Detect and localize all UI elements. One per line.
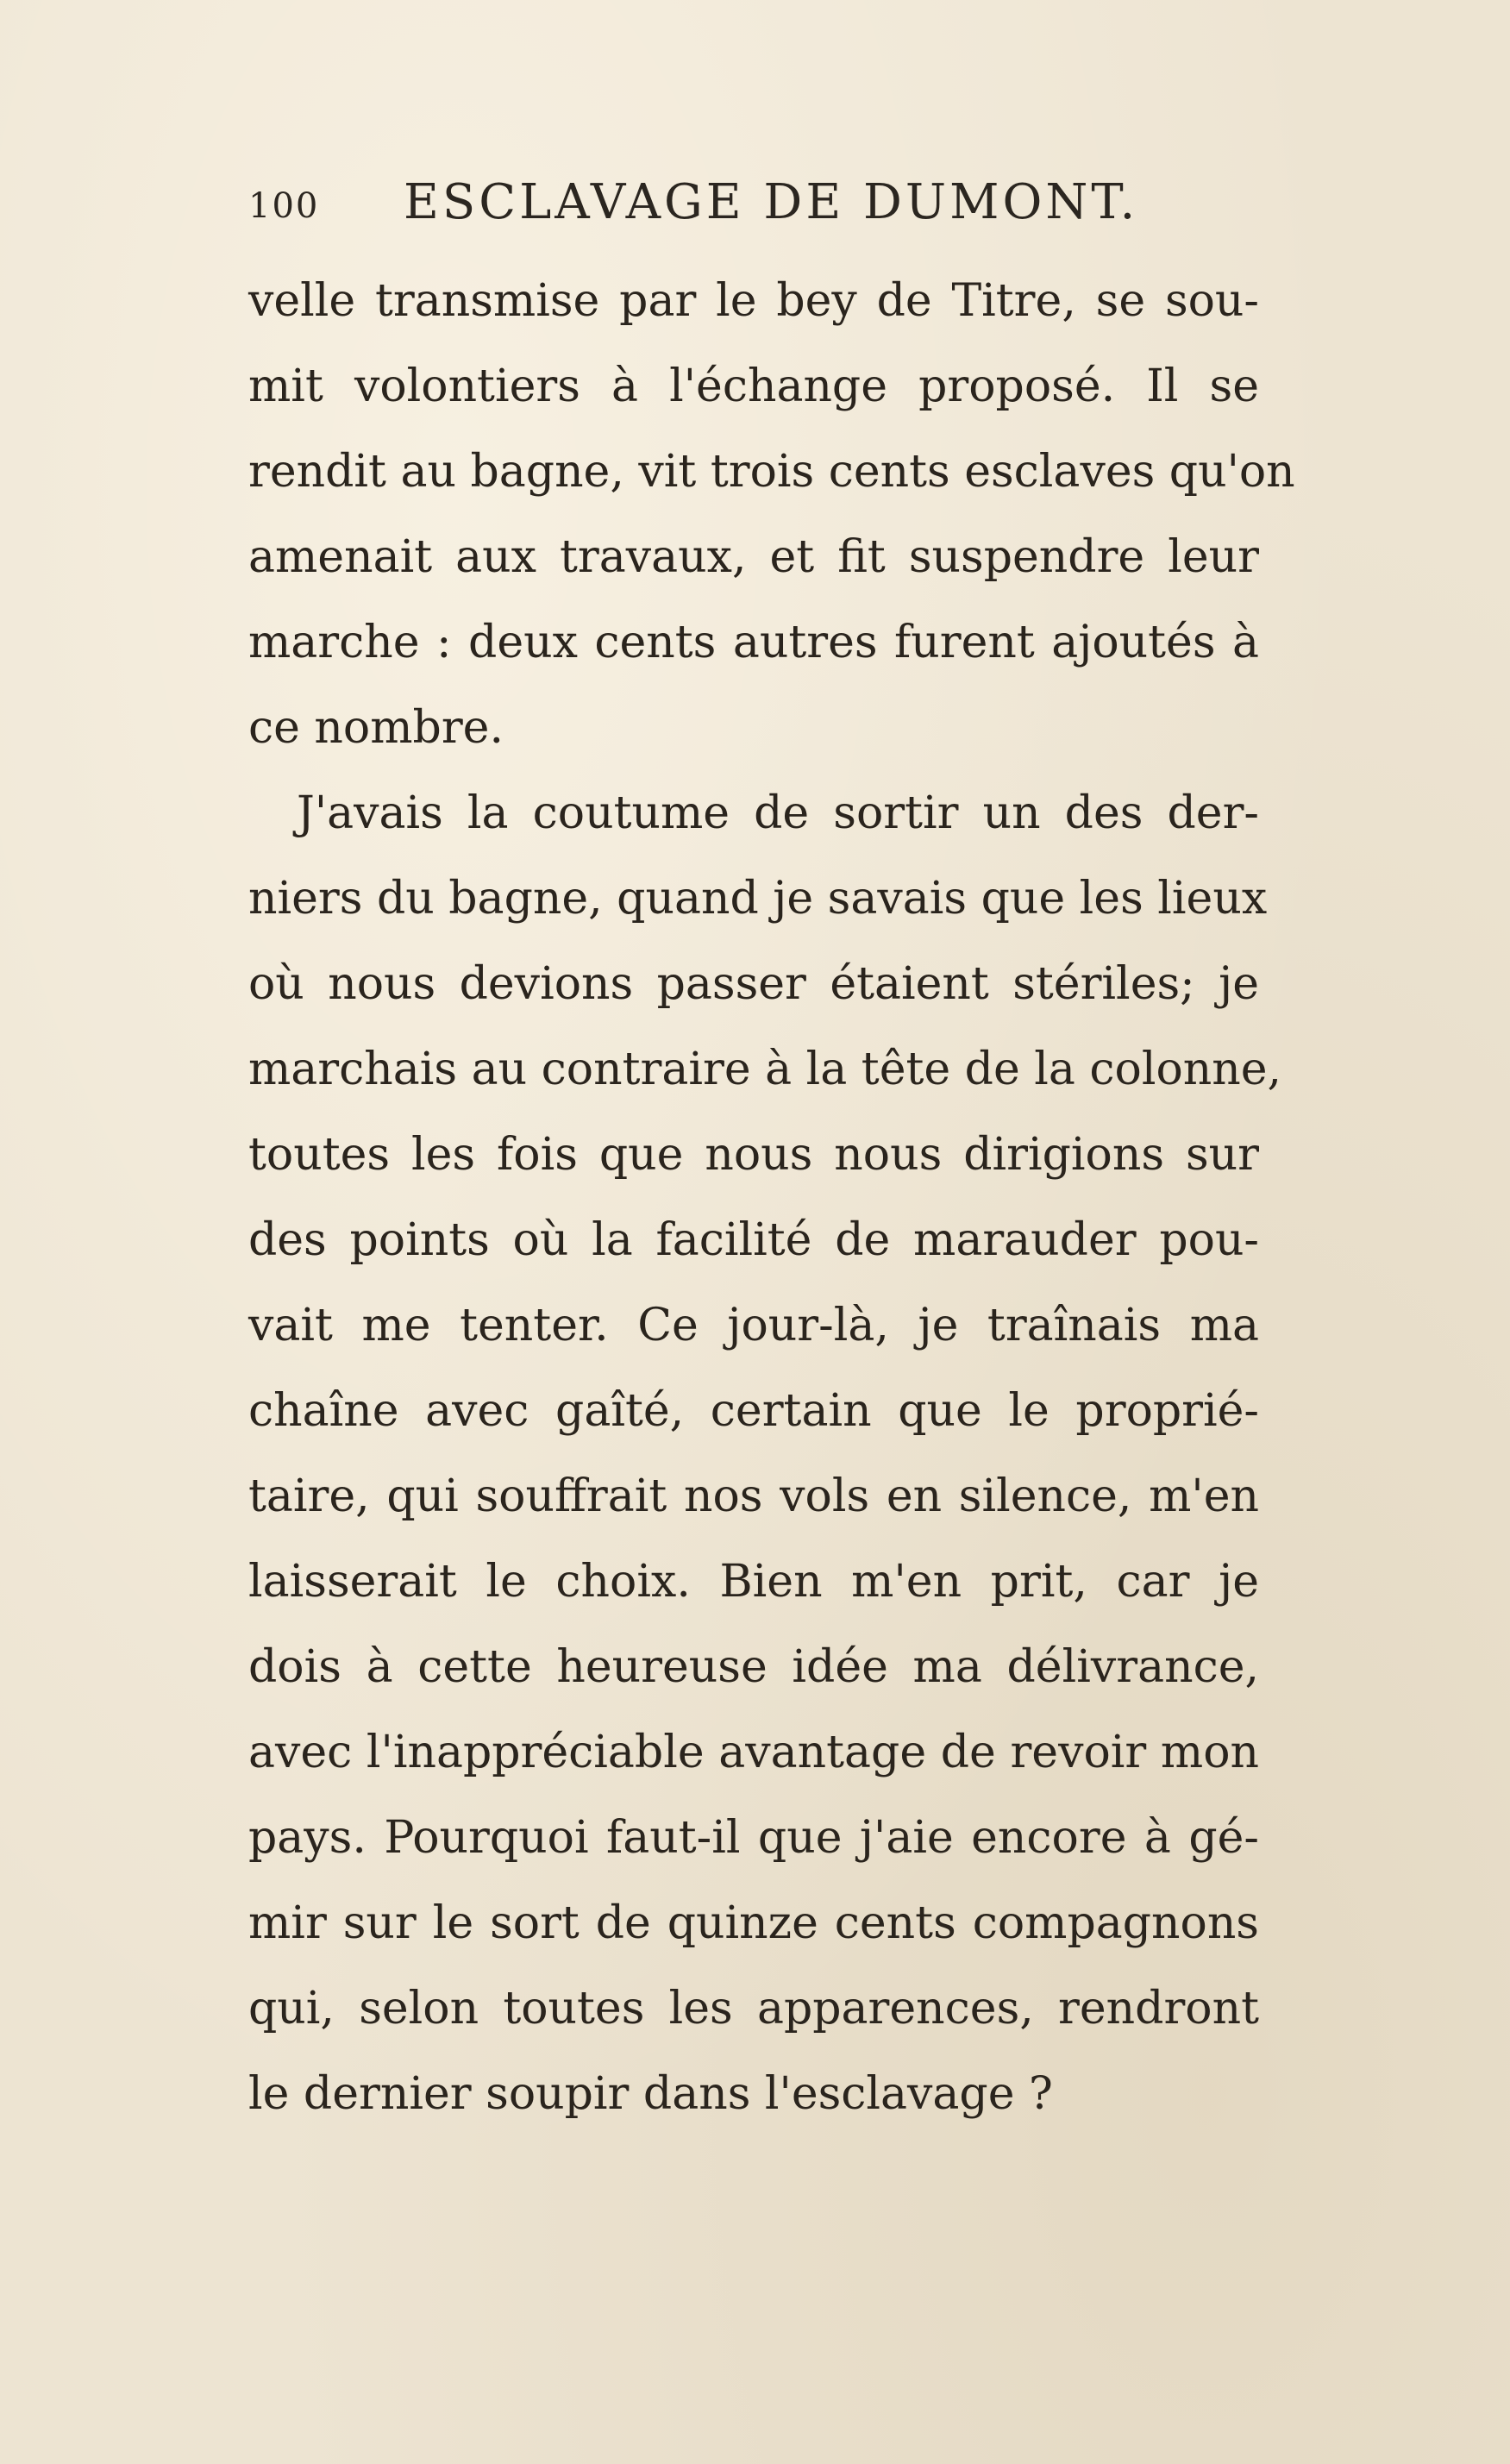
text-line: qui, selon toutes les apparences, rendront [248,1983,1259,2035]
text-line: avec l'inappréciable avantage de revoir mon [248,1727,1259,1778]
text-line: toutes les fois que nous nous dirigions sur [248,1129,1259,1181]
text-line: marche : deux cents autres furent ajoutés à [248,617,1259,668]
text-line: ce nombre. [248,702,504,754]
text-line: le dernier soupir dans l'esclavage ? [248,2068,1053,2120]
text-line: dois à cette heureuse idée ma délivrance, [248,1641,1259,1693]
text-line: taire, qui souffrait nos vols en silence, m'en [248,1470,1259,1522]
text-line: où nous devions passer étaient stériles; je [248,958,1259,1010]
text-line: mit volontiers à l'échange proposé. Il se [248,361,1259,412]
page-header [248,169,1266,238]
body-text [248,259,1295,2137]
text-line: marchais au contraire à la tête de la colonne, [248,1044,1282,1095]
text-line: velle transmise par le bey de Titre, se sou- [248,275,1259,327]
text-line: chaîne avec gaîté, certain que le proprié- [248,1385,1259,1437]
text-line: rendit au bagne, vit trois cents esclaves qu'on [248,446,1295,498]
text-line: J'avais la coutume de sortir un des der- [297,787,1259,839]
text-line: niers du bagne, quand je savais que les lieux [248,873,1268,925]
text-line: amenait aux travaux, et fit suspendre leur [248,531,1259,583]
text-line: vait me tenter. Ce jour-là, je traînais ma [248,1300,1259,1351]
running-title: ESCLAVAGE DE DUMONT. [404,174,1139,230]
text-line: mir sur le sort de quinze cents compagnons [248,1897,1259,1949]
text-line: laisserait le choix. Bien m'en prit, car je [248,1556,1259,1608]
page-number: 100 [248,186,320,226]
text-line: pays. Pourquoi faut-il que j'aie encore à gé- [248,1812,1259,1864]
text-line: des points où la facilité de marauder pou- [248,1214,1259,1266]
